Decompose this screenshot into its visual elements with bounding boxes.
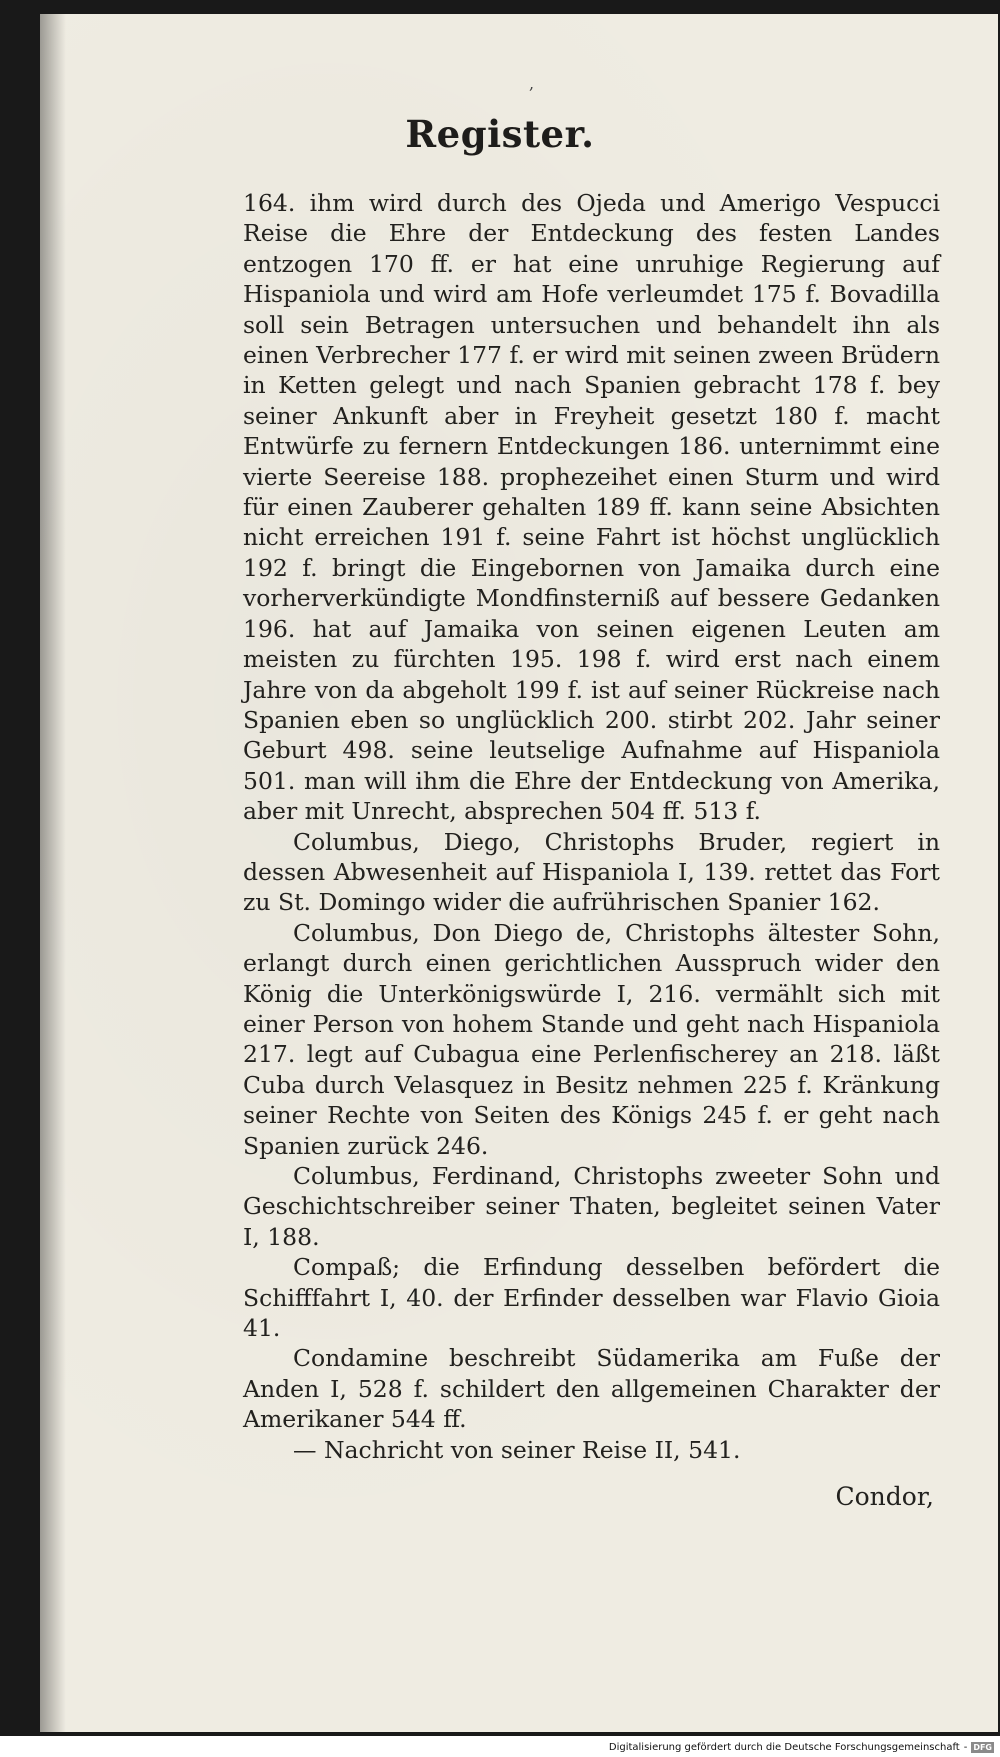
gutter-shadow (40, 14, 66, 1732)
index-entry: Columbus, Diego, Christophs Bruder, regiert in dessen Abwesenheit auf Hispaniola I, 139. rettet das Fort zu St. Domingo wider die aufrührischen Spanier 162. (243, 827, 940, 917)
catchword: Condor, (835, 1482, 934, 1511)
ink-mark: , (529, 74, 535, 93)
index-entry: — Nachricht von seiner Reise II, 541. (293, 1435, 741, 1464)
index-entry: Condamine beschreibt Südamerika am Fuße der Anden I, 528 f. schildert den allgemeinen Charakter der Amerikaner 544 ff. (243, 1344, 940, 1434)
dfg-logo-icon: DFG (973, 1743, 992, 1752)
index-text (243, 188, 940, 1465)
index-entry: 164. ihm wird durch des Ojeda und Amerigo Vespucci Reise die Ehre der Entdeckung des festen Landes entzogen 170 ff. er hat eine unruhige Regierung auf Hispaniola und wird am Hofe verleumdet 175 f. Bovadilla soll sein Betragen untersuchen und behandelt ihn als einen Verbrecher 177 f. er wird mit seinen zween Brüdern in Ketten gelegt und nach Spanien gebracht 178 f. bey seiner Ankunft aber in Freyheit gesetzt 180 f. macht Entwürfe zu fernern Entdeckungen 186. unternimmt eine vierte Seereise 188. prophezeihet einen Sturm und wird für einen Zauberer gehalten 189 ff. kann seine Absichten nicht erreichen 191 f. seine Fahrt ist höchst unglücklich 192 f. bringt die Eingebornen von Jamaika durch eine vorherverkündigte Mondfinsterniß auf bessere Gedanken 196. hat auf Jamaika von seinen eigenen Leuten am meisten zu fürchten 195. 198 f. wird erst nach einem Jahre von da abgeholt 199 f. ist auf seiner Rückreise nach Spanien eben so unglücklich 200. stirbt 202. Jahr seiner Geburt 498. seine leutselige Aufnahme auf Hispaniola 501. man will ihm die Ehre der Entdeckung von Amerika, aber mit Unrecht, absprechen 504 ff. 513 f. (243, 189, 940, 826)
index-entry: Compaß; die Erfindung desselben befördert die Schifffahrt I, 40. der Erfinder desselben war Flavio Gioia 41. (243, 1253, 940, 1343)
footer-credit: Digitalisierung gefördert durch die Deutsche Forschungsgemeinschaft (608, 1742, 960, 1753)
index-entry: Columbus, Don Diego de, Christophs ältester Sohn, erlangt durch einen gerichtlichen Ausspruch wider den König die Unterkönigswürde I, 216. vermählt sich mit einer Person von hohem Stande und geht nach Hispaniola 217. legt auf Cubagua eine Perlenfischerey an 218. läßt Cuba durch Velasquez in Besitz nehmen 225 f. Kränkung seiner Rechte von Seiten des Königs 245 f. er geht nach Spanien zurück 246. (243, 918, 940, 1160)
index-entry: Columbus, Ferdinand, Christophs zweeter Sohn und Geschichtschreiber seiner Thaten, begleitet seinen Vater I, 188. (243, 1162, 940, 1251)
digitization-footer: Digitalisierung gefördert durch die Deutsche Forschungsgemeinschaft - DFG (608, 1742, 992, 1753)
page-header: Register. (405, 112, 595, 156)
